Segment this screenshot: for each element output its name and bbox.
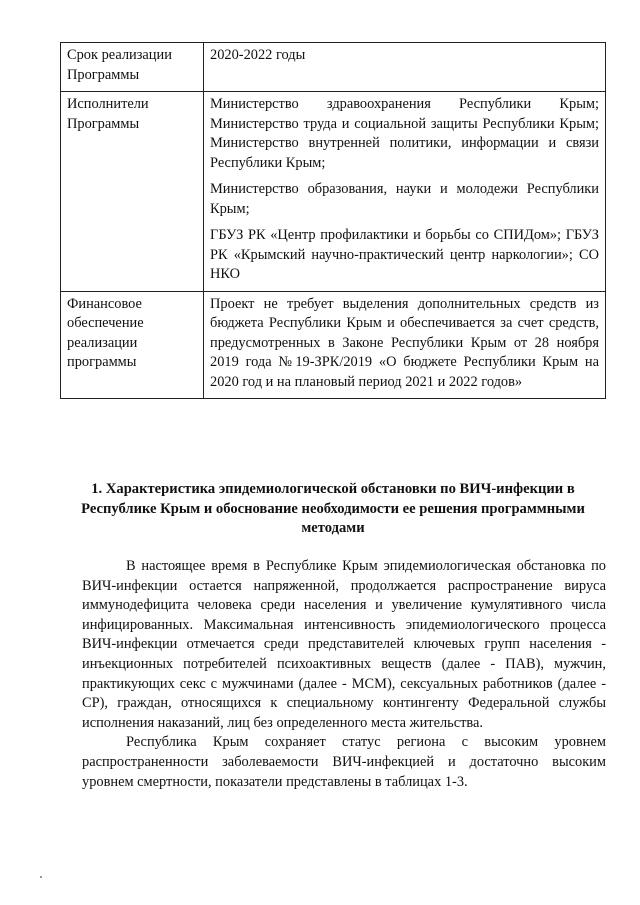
row-value-paragraph: 2020-2022 годы bbox=[210, 47, 306, 63]
section-title: Характеристика эпидемиологической обстановки по ВИЧ-инфекции в Республике Крым и обоснование необходимости ее решения программными методами bbox=[81, 481, 585, 536]
row-value-paragraph: Министерство здравоохранения Республики Крым; Министерство труда и социальной защиты Республики Крым; Министерство внутренней политики, информации и связи Республики Крым; bbox=[210, 96, 599, 171]
section-body bbox=[82, 557, 606, 792]
table-row bbox=[61, 92, 606, 292]
row-value bbox=[204, 43, 606, 92]
table-row bbox=[61, 291, 606, 399]
row-label: Финансовое обеспечение реализации программы bbox=[61, 291, 204, 399]
body-paragraph: В настоящее время в Республике Крым эпидемиологическая обстановка по ВИЧ-инфекции остается напряженной, продолжается распространение вируса иммунодефицита человека среди населения и увеличение кумулятивного числа инфицированных. Максимальная интенсивность эпидемиологического процесса ВИЧ-инфекции отмечается среди представителей ключевых групп населения - инъекционных потребителей психоактивных веществ (далее - ПАВ), мужчин, практикующих секс с мужчинами (далее - МСМ), сексуальных работников (далее - СР), граждан, относящихся к специальному контингенту Федеральной службы исполнения наказаний, лиц без определенного места жительства. bbox=[82, 558, 606, 731]
row-value-paragraph: Проект не требует выделения дополнительных средств из бюджета Республики Крым и обеспечивается за счет средств, предусмотренных в Законе Республики Крым от 28 ноября 2019 года №19-ЗРК/2019 «О бюджете Республики Крым на 2020 год и на плановый период 2021 и 2022 годов» bbox=[210, 295, 599, 390]
row-value-paragraph: Министерство образования, науки и молодежи Республики Крым; bbox=[210, 181, 599, 217]
program-info-table bbox=[60, 42, 606, 399]
row-value bbox=[204, 291, 606, 399]
body-paragraph: Республика Крым сохраняет статус региона с высоким уровнем распространенности заболеваемости ВИЧ-инфекцией и достаточно высоким уровнем смертности, показатели представлены в таблицах 1-3. bbox=[82, 734, 606, 790]
row-label: Исполнители Программы bbox=[61, 92, 204, 292]
row-label: Срок реализации Программы bbox=[61, 43, 204, 92]
section-number: 1. bbox=[91, 481, 103, 497]
row-value bbox=[204, 92, 606, 292]
row-value-paragraph: ГБУЗ РК «Центр профилактики и борьбы со СПИДом»; ГБУЗ РК «Крымский научно-практический центр наркологии»; СО НКО bbox=[210, 227, 599, 282]
scan-speck bbox=[40, 876, 42, 878]
table-row bbox=[61, 43, 606, 92]
section-heading bbox=[60, 480, 606, 539]
